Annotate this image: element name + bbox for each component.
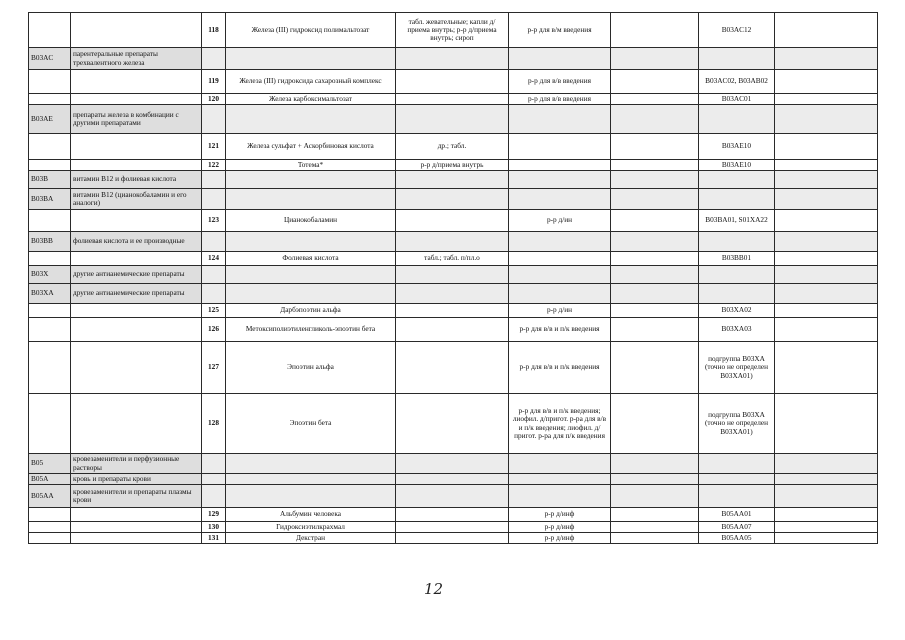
- administration-cell: р-р для в/в введения: [509, 70, 611, 94]
- empty-cell: [775, 160, 878, 171]
- drug-name-cell: [226, 485, 396, 508]
- atc-code-cell: B03XA03: [699, 318, 775, 342]
- item-number-cell: [202, 485, 226, 508]
- atc-group-code-cell: B05AA: [29, 485, 71, 508]
- drug-name-cell: [226, 232, 396, 252]
- atc-group-name-cell: [71, 94, 202, 105]
- dosage-form-cell: [396, 522, 509, 533]
- table-row: [29, 70, 878, 94]
- atc-code-cell: B03BA01, S01XA22: [699, 210, 775, 232]
- dosage-form-cell: [396, 304, 509, 318]
- atc-code-cell: B03AE10: [699, 160, 775, 171]
- dosage-form-cell: [396, 266, 509, 284]
- administration-cell: [509, 474, 611, 485]
- item-number-cell: 123: [202, 210, 226, 232]
- dosage-form-cell: [396, 474, 509, 485]
- table-row: [29, 210, 878, 232]
- atc-code-cell: B05AA07: [699, 522, 775, 533]
- empty-cell: [611, 189, 699, 210]
- atc-group-name-cell: [71, 252, 202, 266]
- administration-cell: р-р д/ин: [509, 210, 611, 232]
- dosage-form-cell: [396, 342, 509, 394]
- table-row: [29, 522, 878, 533]
- dosage-form-cell: [396, 508, 509, 522]
- atc-group-name-cell: парентеральные препараты трехвалентного железа: [71, 48, 202, 70]
- atc-group-name-cell: витамин B12 (цианокобаламин и его аналоги): [71, 189, 202, 210]
- item-number-cell: 126: [202, 318, 226, 342]
- drug-register-table: [28, 12, 878, 544]
- table-row: [29, 533, 878, 544]
- empty-cell: [611, 70, 699, 94]
- dosage-form-cell: [396, 105, 509, 134]
- atc-group-code-cell: B03BB: [29, 232, 71, 252]
- drug-name-cell: Цианокобаламин: [226, 210, 396, 232]
- item-number-cell: 131: [202, 533, 226, 544]
- group-row: [29, 232, 878, 252]
- empty-cell: [775, 284, 878, 304]
- table-row: [29, 160, 878, 171]
- dosage-form-cell: [396, 454, 509, 474]
- item-number-cell: [202, 474, 226, 485]
- atc-code-cell: B03AC12: [699, 13, 775, 48]
- empty-cell: [775, 70, 878, 94]
- administration-cell: [509, 252, 611, 266]
- atc-group-name-cell: фолиевая кислота и ее производные: [71, 232, 202, 252]
- drug-name-cell: [226, 171, 396, 189]
- atc-group-code-cell: [29, 13, 71, 48]
- empty-cell: [775, 266, 878, 284]
- item-number-cell: 118: [202, 13, 226, 48]
- atc-code-cell: [699, 266, 775, 284]
- group-row: [29, 474, 878, 485]
- atc-group-code-cell: [29, 210, 71, 232]
- empty-cell: [611, 474, 699, 485]
- drug-name-cell: [226, 454, 396, 474]
- drug-name-cell: Железа (III) гидроксид полимальтозат: [226, 13, 396, 48]
- item-number-cell: 124: [202, 252, 226, 266]
- atc-group-name-cell: кровь и препараты крови: [71, 474, 202, 485]
- empty-cell: [611, 94, 699, 105]
- empty-cell: [775, 210, 878, 232]
- item-number-cell: 121: [202, 134, 226, 160]
- dosage-form-cell: [396, 171, 509, 189]
- atc-code-cell: B03XA02: [699, 304, 775, 318]
- administration-cell: [509, 48, 611, 70]
- atc-code-cell: B05AA05: [699, 533, 775, 544]
- empty-cell: [775, 134, 878, 160]
- empty-cell: [775, 533, 878, 544]
- atc-group-code-cell: [29, 252, 71, 266]
- drug-name-cell: Эпоэтин альфа: [226, 342, 396, 394]
- drug-name-cell: [226, 266, 396, 284]
- group-row: [29, 105, 878, 134]
- item-number-cell: [202, 189, 226, 210]
- dosage-form-cell: [396, 318, 509, 342]
- atc-group-code-cell: B05: [29, 454, 71, 474]
- item-number-cell: 129: [202, 508, 226, 522]
- group-row: [29, 189, 878, 210]
- atc-group-name-cell: [71, 70, 202, 94]
- atc-group-name-cell: [71, 508, 202, 522]
- atc-group-name-cell: другие антианемические препараты: [71, 284, 202, 304]
- table-row: [29, 94, 878, 105]
- dosage-form-cell: [396, 94, 509, 105]
- group-row: [29, 454, 878, 474]
- group-row: [29, 48, 878, 70]
- atc-code-cell: [699, 232, 775, 252]
- empty-cell: [775, 342, 878, 394]
- document-sheet: [28, 12, 878, 544]
- group-row: [29, 171, 878, 189]
- atc-group-name-cell: [71, 533, 202, 544]
- drug-name-cell: [226, 189, 396, 210]
- dosage-form-cell: табл. жевательные; капли д/приема внутрь; р-р д/приема внутрь; сироп: [396, 13, 509, 48]
- atc-code-cell: B05AA01: [699, 508, 775, 522]
- administration-cell: р-р для в/в и п/к введения: [509, 318, 611, 342]
- atc-code-cell: [699, 474, 775, 485]
- drug-name-cell: [226, 105, 396, 134]
- item-number-cell: [202, 48, 226, 70]
- empty-cell: [775, 94, 878, 105]
- administration-cell: р-р для в/в введения: [509, 94, 611, 105]
- empty-cell: [775, 232, 878, 252]
- empty-cell: [611, 508, 699, 522]
- atc-group-name-cell: кровезаменители и препараты плазмы крови: [71, 485, 202, 508]
- dosage-form-cell: [396, 533, 509, 544]
- empty-cell: [611, 522, 699, 533]
- empty-cell: [775, 48, 878, 70]
- atc-group-code-cell: [29, 160, 71, 171]
- administration-cell: р-р для в/м введения: [509, 13, 611, 48]
- drug-name-cell: Железа (III) гидроксида сахарозный комплекс: [226, 70, 396, 94]
- item-number-cell: [202, 266, 226, 284]
- empty-cell: [611, 284, 699, 304]
- atc-group-code-cell: B05A: [29, 474, 71, 485]
- empty-cell: [775, 394, 878, 454]
- table-row: [29, 508, 878, 522]
- administration-cell: р-р для в/в и п/к введения; лиофил. д/пригот. р-ра для в/в и п/к введения; лиофил. д/пригот. р-ра для п/к введения: [509, 394, 611, 454]
- atc-group-code-cell: [29, 533, 71, 544]
- atc-code-cell: [699, 105, 775, 134]
- empty-cell: [611, 48, 699, 70]
- empty-cell: [775, 474, 878, 485]
- drug-name-cell: Эпоэтин бета: [226, 394, 396, 454]
- item-number-cell: [202, 284, 226, 304]
- atc-group-code-cell: [29, 134, 71, 160]
- atc-group-name-cell: [71, 160, 202, 171]
- administration-cell: [509, 454, 611, 474]
- atc-group-name-cell: препараты железа в комбинации с другими препаратами: [71, 105, 202, 134]
- atc-group-code-cell: [29, 304, 71, 318]
- empty-cell: [775, 508, 878, 522]
- atc-group-code-cell: [29, 70, 71, 94]
- table-row: [29, 318, 878, 342]
- empty-cell: [611, 454, 699, 474]
- drug-name-cell: Железа сульфат + Аскорбиновая кислота: [226, 134, 396, 160]
- empty-cell: [611, 342, 699, 394]
- empty-cell: [611, 318, 699, 342]
- item-number-cell: [202, 105, 226, 134]
- dosage-form-cell: [396, 210, 509, 232]
- atc-group-name-cell: [71, 342, 202, 394]
- atc-group-name-cell: витамин B12 и фолиевая кислота: [71, 171, 202, 189]
- empty-cell: [775, 105, 878, 134]
- dosage-form-cell: [396, 189, 509, 210]
- dosage-form-cell: [396, 394, 509, 454]
- administration-cell: [509, 485, 611, 508]
- dosage-form-cell: р-р д/приема внутрь: [396, 160, 509, 171]
- table-body: [29, 13, 878, 544]
- atc-group-name-cell: кровезаменители и перфузионные растворы: [71, 454, 202, 474]
- table-row: [29, 342, 878, 394]
- administration-cell: р-р для в/в и п/к введения: [509, 342, 611, 394]
- atc-group-name-cell: [71, 210, 202, 232]
- table-row: [29, 394, 878, 454]
- atc-group-code-cell: B03AC: [29, 48, 71, 70]
- atc-group-code-cell: B03AE: [29, 105, 71, 134]
- empty-cell: [611, 533, 699, 544]
- page-number: 12: [424, 580, 444, 598]
- item-number-cell: 120: [202, 94, 226, 105]
- empty-cell: [775, 13, 878, 48]
- atc-code-cell: B03AC02, B03AB02: [699, 70, 775, 94]
- administration-cell: [509, 232, 611, 252]
- atc-group-code-cell: B03XA: [29, 284, 71, 304]
- group-row: [29, 485, 878, 508]
- empty-cell: [611, 105, 699, 134]
- table-row: [29, 134, 878, 160]
- atc-group-name-cell: [71, 304, 202, 318]
- atc-group-name-cell: [71, 522, 202, 533]
- empty-cell: [611, 232, 699, 252]
- atc-code-cell: B03AC01: [699, 94, 775, 105]
- table-row: [29, 13, 878, 48]
- drug-name-cell: [226, 474, 396, 485]
- dosage-form-cell: др.; табл.: [396, 134, 509, 160]
- item-number-cell: 128: [202, 394, 226, 454]
- empty-cell: [611, 266, 699, 284]
- table-row: [29, 252, 878, 266]
- item-number-cell: 130: [202, 522, 226, 533]
- drug-name-cell: Железа карбоксимальтозат: [226, 94, 396, 105]
- atc-group-code-cell: B03B: [29, 171, 71, 189]
- drug-name-cell: Фолиевая кислота: [226, 252, 396, 266]
- drug-name-cell: [226, 48, 396, 70]
- dosage-form-cell: [396, 485, 509, 508]
- administration-cell: [509, 160, 611, 171]
- atc-code-cell: [699, 485, 775, 508]
- empty-cell: [611, 485, 699, 508]
- group-row: [29, 284, 878, 304]
- group-row: [29, 266, 878, 284]
- atc-group-code-cell: [29, 342, 71, 394]
- administration-cell: [509, 171, 611, 189]
- dosage-form-cell: [396, 284, 509, 304]
- item-number-cell: [202, 171, 226, 189]
- atc-group-name-cell: [71, 13, 202, 48]
- drug-name-cell: Гидроксиэтилкрахмал: [226, 522, 396, 533]
- atc-group-code-cell: B03X: [29, 266, 71, 284]
- item-number-cell: 125: [202, 304, 226, 318]
- atc-group-code-cell: [29, 318, 71, 342]
- dosage-form-cell: [396, 232, 509, 252]
- administration-cell: [509, 134, 611, 160]
- atc-code-cell: [699, 454, 775, 474]
- atc-group-code-cell: [29, 522, 71, 533]
- atc-code-cell: B03BB01: [699, 252, 775, 266]
- atc-group-code-cell: [29, 394, 71, 454]
- item-number-cell: 119: [202, 70, 226, 94]
- empty-cell: [775, 252, 878, 266]
- empty-cell: [775, 304, 878, 318]
- atc-code-cell: [699, 189, 775, 210]
- atc-group-name-cell: [71, 394, 202, 454]
- empty-cell: [611, 252, 699, 266]
- empty-cell: [611, 394, 699, 454]
- empty-cell: [775, 454, 878, 474]
- empty-cell: [611, 304, 699, 318]
- atc-group-name-cell: [71, 318, 202, 342]
- administration-cell: [509, 105, 611, 134]
- item-number-cell: 127: [202, 342, 226, 394]
- empty-cell: [775, 189, 878, 210]
- administration-cell: р-р д/инф: [509, 522, 611, 533]
- item-number-cell: [202, 232, 226, 252]
- empty-cell: [775, 171, 878, 189]
- administration-cell: р-р д/инф: [509, 508, 611, 522]
- dosage-form-cell: [396, 70, 509, 94]
- drug-name-cell: Метоксиполиэтиленгликоль-эпоэтин бета: [226, 318, 396, 342]
- item-number-cell: 122: [202, 160, 226, 171]
- dosage-form-cell: табл.; табл. п/пл.о: [396, 252, 509, 266]
- atc-code-cell: [699, 284, 775, 304]
- empty-cell: [611, 134, 699, 160]
- empty-cell: [611, 171, 699, 189]
- empty-cell: [775, 522, 878, 533]
- administration-cell: р-р д/инф: [509, 533, 611, 544]
- atc-code-cell: [699, 48, 775, 70]
- atc-code-cell: [699, 171, 775, 189]
- drug-name-cell: Тотема*: [226, 160, 396, 171]
- atc-code-cell: B03AE10: [699, 134, 775, 160]
- drug-name-cell: [226, 284, 396, 304]
- table-row: [29, 304, 878, 318]
- atc-group-name-cell: [71, 134, 202, 160]
- empty-cell: [611, 160, 699, 171]
- administration-cell: [509, 284, 611, 304]
- atc-group-code-cell: [29, 508, 71, 522]
- drug-name-cell: Альбумин человека: [226, 508, 396, 522]
- empty-cell: [775, 485, 878, 508]
- empty-cell: [611, 210, 699, 232]
- atc-group-code-cell: [29, 94, 71, 105]
- atc-code-cell: подгруппа B03XA (точно не определен B03XA01): [699, 394, 775, 454]
- drug-name-cell: Декстран: [226, 533, 396, 544]
- atc-group-code-cell: B03BA: [29, 189, 71, 210]
- administration-cell: р-р д/ин: [509, 304, 611, 318]
- administration-cell: [509, 189, 611, 210]
- dosage-form-cell: [396, 48, 509, 70]
- empty-cell: [611, 13, 699, 48]
- item-number-cell: [202, 454, 226, 474]
- empty-cell: [775, 318, 878, 342]
- administration-cell: [509, 266, 611, 284]
- atc-group-name-cell: другие антианемические препараты: [71, 266, 202, 284]
- drug-name-cell: Дарбэпоэтин альфа: [226, 304, 396, 318]
- atc-code-cell: подгруппа B03XA (точно не определен B03XA01): [699, 342, 775, 394]
